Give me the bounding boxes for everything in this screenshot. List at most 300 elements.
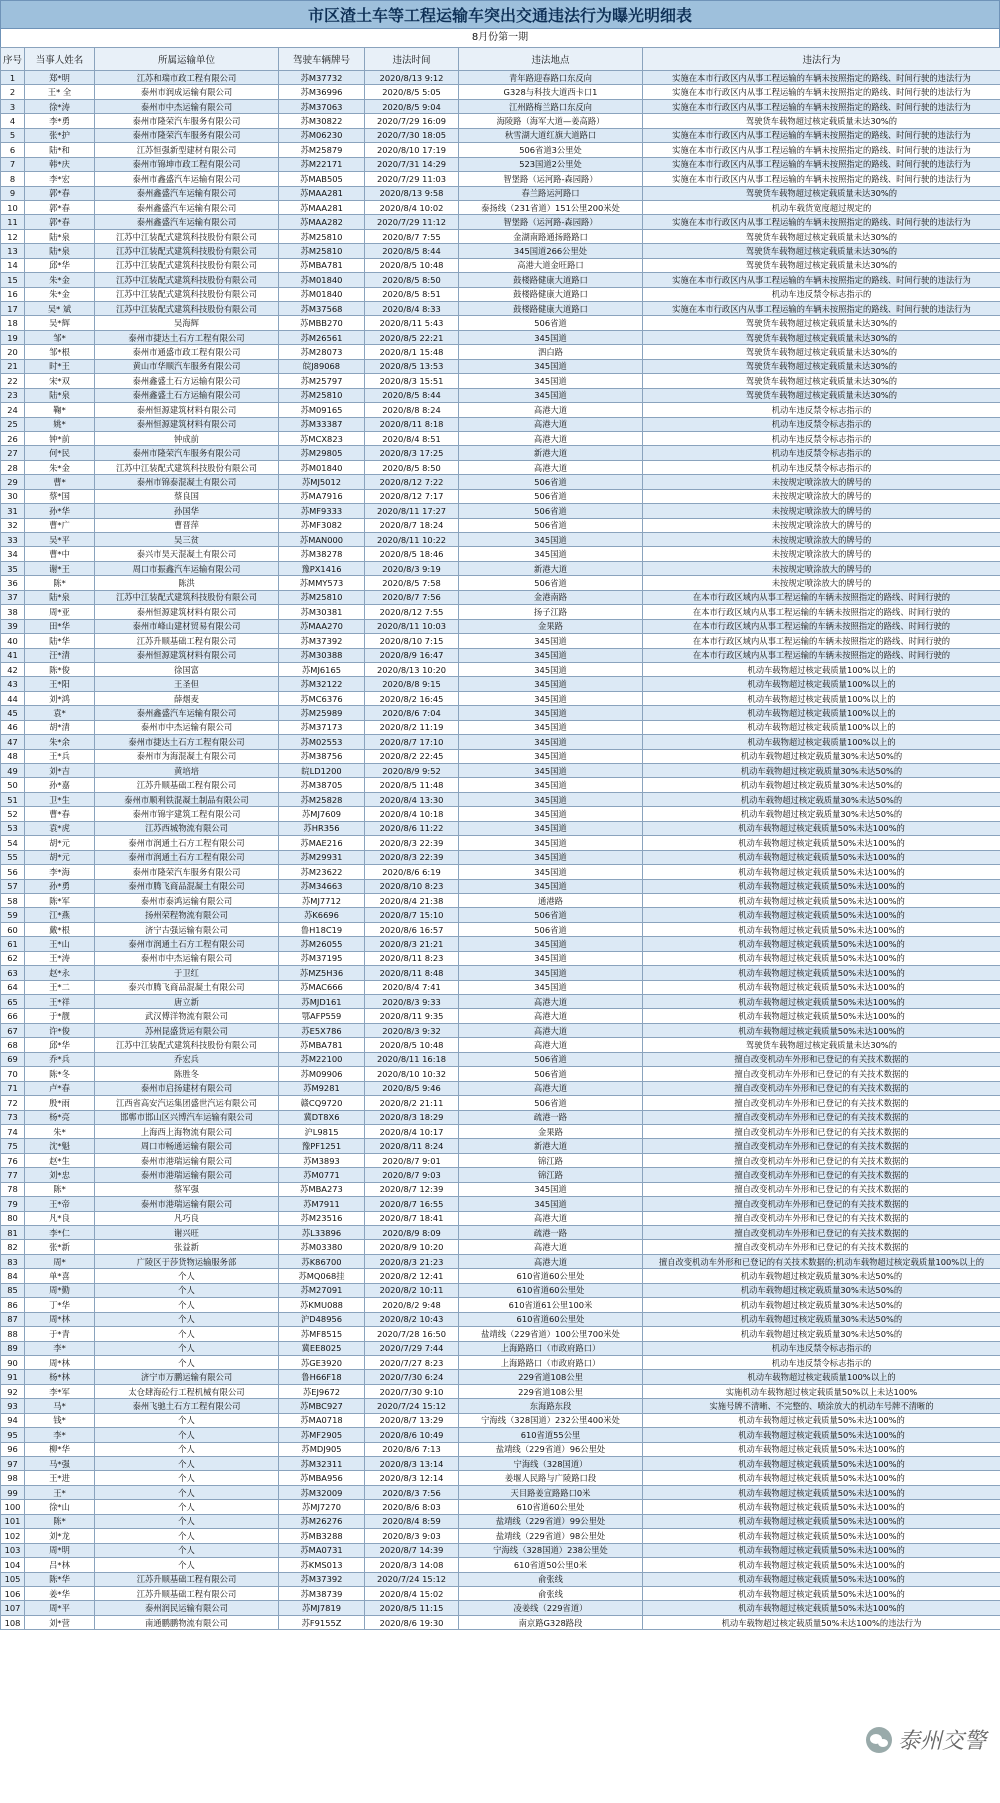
row-plate: 苏M01840 bbox=[279, 273, 365, 287]
row-time: 2020/8/6 16:57 bbox=[365, 922, 459, 936]
row-index: 96 bbox=[1, 1442, 25, 1456]
row-location: 345国道 bbox=[459, 879, 643, 893]
table-row bbox=[1, 533, 1000, 547]
row-plate: 苏MF2905 bbox=[279, 1428, 365, 1442]
page-title: 市区渣土车等工程运输车突出交通违法行为曝光明细表 bbox=[0, 0, 1000, 29]
table-row bbox=[1, 287, 1000, 301]
row-company: 泰州市中杰运输有限公司 bbox=[95, 951, 279, 965]
row-violation: 机动车载物超过核定载质量50%未达100%的 bbox=[643, 1572, 1000, 1586]
row-company: 泰州市捷达土石方工程有限公司 bbox=[95, 735, 279, 749]
row-company: 泰州鑫盛土石方运输有限公司 bbox=[95, 388, 279, 402]
table-row bbox=[1, 836, 1000, 850]
table-row bbox=[1, 504, 1000, 518]
row-plate: 苏M37063 bbox=[279, 99, 365, 113]
row-company: 王圣但 bbox=[95, 677, 279, 691]
row-location: 229省道108公里 bbox=[459, 1370, 643, 1384]
row-location: 506省道 bbox=[459, 1067, 643, 1081]
row-index: 65 bbox=[1, 995, 25, 1009]
row-location: 345国道 bbox=[459, 330, 643, 344]
row-violation: 擅自改变机动车外形和已登记的有关技术数据的 bbox=[643, 1110, 1000, 1124]
row-time: 2020/8/11 17:27 bbox=[365, 504, 459, 518]
table-row bbox=[1, 186, 1000, 200]
row-plate: 苏M38705 bbox=[279, 778, 365, 792]
row-index: 12 bbox=[1, 229, 25, 243]
row-location: 泗白路 bbox=[459, 345, 643, 359]
table-row bbox=[1, 1298, 1000, 1312]
row-location: 海陵路（海军大道—姜高路） bbox=[459, 114, 643, 128]
row-location: 泰扬线（231省道）151公里200米处 bbox=[459, 200, 643, 214]
row-plate: 苏M06230 bbox=[279, 128, 365, 142]
row-company: 武汉傅洋物流有限公司 bbox=[95, 1009, 279, 1023]
row-time: 2020/8/5 8:44 bbox=[365, 388, 459, 402]
row-index: 87 bbox=[1, 1312, 25, 1326]
row-time: 2020/8/7 9:03 bbox=[365, 1168, 459, 1182]
row-location: 345国道 bbox=[459, 1197, 643, 1211]
row-violation: 擅自改变机动车外形和已登记的有关技术数据的 bbox=[643, 1067, 1000, 1081]
row-violation: 实施在本市行政区内从事工程运输的车辆未按照指定的路线、时间行驶的违法行为 bbox=[643, 157, 1000, 171]
row-plate: 赣CQ9720 bbox=[279, 1096, 365, 1110]
row-index: 85 bbox=[1, 1283, 25, 1297]
table-row bbox=[1, 1110, 1000, 1124]
row-location: 345国道 bbox=[459, 374, 643, 388]
row-name: 邱*华 bbox=[25, 258, 95, 272]
row-time: 2020/8/3 21:23 bbox=[365, 1254, 459, 1268]
row-violation: 机动车违反禁令标志指示的 bbox=[643, 460, 1000, 474]
row-time: 2020/8/13 9:58 bbox=[365, 186, 459, 200]
row-company: 泰州市顺利铁混凝土制品有限公司 bbox=[95, 792, 279, 806]
table-row bbox=[1, 807, 1000, 821]
table-row bbox=[1, 172, 1000, 186]
row-index: 94 bbox=[1, 1413, 25, 1427]
row-time: 2020/7/27 8:23 bbox=[365, 1355, 459, 1369]
row-company: 济宁市万鹏运输有限公司 bbox=[95, 1370, 279, 1384]
row-index: 83 bbox=[1, 1254, 25, 1268]
row-plate: 冀DT8X6 bbox=[279, 1110, 365, 1124]
row-plate: 冀EE8025 bbox=[279, 1341, 365, 1355]
row-name: 钱* bbox=[25, 1413, 95, 1427]
row-plate: 苏M38278 bbox=[279, 547, 365, 561]
row-company: 泰州市捷达土石方工程有限公司 bbox=[95, 330, 279, 344]
row-violation: 机动车载物超过核定载质量100%以上的 bbox=[643, 706, 1000, 720]
row-company: 泰州润民运输有限公司 bbox=[95, 1601, 279, 1615]
row-time: 2020/7/24 15:12 bbox=[365, 1572, 459, 1586]
table-row bbox=[1, 821, 1000, 835]
row-time: 2020/8/11 5:43 bbox=[365, 316, 459, 330]
row-company: 周口市畅通运输有限公司 bbox=[95, 1139, 279, 1153]
row-name: 卢*春 bbox=[25, 1081, 95, 1095]
row-plate: 苏M34663 bbox=[279, 879, 365, 893]
row-location: 高港大道 bbox=[459, 460, 643, 474]
row-plate: 苏M30381 bbox=[279, 605, 365, 619]
row-plate: 苏M37392 bbox=[279, 634, 365, 648]
row-index: 15 bbox=[1, 273, 25, 287]
table-row bbox=[1, 850, 1000, 864]
row-violation: 机动车违反禁令标志指示的 bbox=[643, 403, 1000, 417]
wechat-icon bbox=[866, 1727, 892, 1753]
header-location: 违法地点 bbox=[459, 48, 643, 71]
row-plate: 苏GE3920 bbox=[279, 1355, 365, 1369]
row-location: 南京路G328路段 bbox=[459, 1615, 643, 1629]
row-plate: 苏MBA781 bbox=[279, 258, 365, 272]
row-index: 98 bbox=[1, 1471, 25, 1485]
row-location: 345国道 bbox=[459, 778, 643, 792]
row-location: 345国道 bbox=[459, 706, 643, 720]
row-company: 江苏中江装配式建筑科技股份有限公司 bbox=[95, 229, 279, 243]
row-location: 345国道 bbox=[459, 836, 643, 850]
row-company: 泰州恒源建筑材料有限公司 bbox=[95, 417, 279, 431]
row-time: 2020/8/9 10:20 bbox=[365, 1240, 459, 1254]
row-violation: 机动车载物超过核定载质量50%未达100%的 bbox=[643, 821, 1000, 835]
row-location: 610省道60公里处 bbox=[459, 1283, 643, 1297]
table-row bbox=[1, 1572, 1000, 1586]
row-violation: 机动车载物超过核定载质量100%以上的 bbox=[643, 677, 1000, 691]
row-name: 陈* bbox=[25, 1514, 95, 1528]
row-time: 2020/8/3 18:29 bbox=[365, 1110, 459, 1124]
row-violation: 机动车载物超过核定载质量50%未达100%的 bbox=[643, 1413, 1000, 1427]
row-name: 王*二 bbox=[25, 980, 95, 994]
row-violation: 机动车违反禁令标志指示的 bbox=[643, 417, 1000, 431]
row-company: 个人 bbox=[95, 1558, 279, 1572]
row-name: 王* 全 bbox=[25, 85, 95, 99]
row-company: 蔡良国 bbox=[95, 489, 279, 503]
row-violation: 机动车载物超过核定载质量100%以上的 bbox=[643, 735, 1000, 749]
row-violation: 实施在本市行政区内从事工程运输的车辆未按照指定的路线、时间行驶的违法行为 bbox=[643, 273, 1000, 287]
row-name: 江*燕 bbox=[25, 908, 95, 922]
row-violation: 机动车载物超过核定载质量50%未达100%的 bbox=[643, 937, 1000, 951]
table-row bbox=[1, 71, 1000, 85]
row-index: 105 bbox=[1, 1572, 25, 1586]
row-location: 新港大道 bbox=[459, 561, 643, 575]
row-time: 2020/8/8 8:24 bbox=[365, 403, 459, 417]
row-company: 泰州飞驰土石方工程有限公司 bbox=[95, 1399, 279, 1413]
row-index: 19 bbox=[1, 330, 25, 344]
row-time: 2020/8/5 7:58 bbox=[365, 576, 459, 590]
row-index: 44 bbox=[1, 691, 25, 705]
row-index: 84 bbox=[1, 1269, 25, 1283]
row-violation: 实施在本市行政区内从事工程运输的车辆未按照指定的路线、时间行驶的违法行为 bbox=[643, 172, 1000, 186]
watermark-logo bbox=[860, 1722, 992, 1757]
row-plate: 苏M38739 bbox=[279, 1586, 365, 1600]
table-row bbox=[1, 619, 1000, 633]
row-index: 3 bbox=[1, 99, 25, 113]
row-location: 506省道 bbox=[459, 908, 643, 922]
row-violation: 机动车载物超过核定载质量50%未达100%的 bbox=[643, 1485, 1000, 1499]
row-location: 姜堰人民路与广陵路口段 bbox=[459, 1471, 643, 1485]
row-location: 345国道 bbox=[459, 648, 643, 662]
row-location: 506省道 bbox=[459, 504, 643, 518]
row-violation: 机动车载物超过核定载质量30%未达50%的 bbox=[643, 749, 1000, 763]
row-name: 王*进 bbox=[25, 1471, 95, 1485]
table-row bbox=[1, 85, 1000, 99]
table-row bbox=[1, 778, 1000, 792]
row-name: 胡*清 bbox=[25, 720, 95, 734]
row-name: 郭*春 bbox=[25, 200, 95, 214]
row-plate: 苏M26561 bbox=[279, 330, 365, 344]
row-violation: 机动车载物超过核定载质量50%未达100%的 bbox=[643, 1009, 1000, 1023]
row-time: 2020/7/30 6:24 bbox=[365, 1370, 459, 1384]
row-plate: 鲁H18C19 bbox=[279, 922, 365, 936]
row-violation: 机动车载物超过核定载质量50%未达100%的 bbox=[643, 1543, 1000, 1557]
row-location: 金果路 bbox=[459, 619, 643, 633]
row-plate: 苏M25810 bbox=[279, 388, 365, 402]
row-violation: 未按规定喷涂放大的牌号的 bbox=[643, 561, 1000, 575]
row-name: 徐*山 bbox=[25, 1500, 95, 1514]
row-name: 姚* bbox=[25, 417, 95, 431]
row-location: 春兰路运河路口 bbox=[459, 186, 643, 200]
row-index: 43 bbox=[1, 677, 25, 691]
row-company: 个人 bbox=[95, 1543, 279, 1557]
row-company: 泰州市隆荣汽车服务有限公司 bbox=[95, 114, 279, 128]
row-time: 2020/8/11 9:35 bbox=[365, 1009, 459, 1023]
row-index: 9 bbox=[1, 186, 25, 200]
row-time: 2020/7/29 7:44 bbox=[365, 1341, 459, 1355]
row-name: 李* bbox=[25, 1428, 95, 1442]
row-location: 506省道 bbox=[459, 576, 643, 590]
row-time: 2020/8/9 16:47 bbox=[365, 648, 459, 662]
row-name: 陈*军 bbox=[25, 893, 95, 907]
row-name: 宋*双 bbox=[25, 374, 95, 388]
row-company: 个人 bbox=[95, 1341, 279, 1355]
row-company: 泰州恒源建筑材料有限公司 bbox=[95, 403, 279, 417]
row-company: 泰州市润通土石方工程有限公司 bbox=[95, 850, 279, 864]
row-plate: 苏MJ7819 bbox=[279, 1601, 365, 1615]
row-index: 33 bbox=[1, 533, 25, 547]
row-violation: 未按规定喷涂放大的牌号的 bbox=[643, 547, 1000, 561]
row-plate: 苏M30388 bbox=[279, 648, 365, 662]
row-time: 2020/7/28 16:50 bbox=[365, 1327, 459, 1341]
row-plate: 苏M3893 bbox=[279, 1153, 365, 1167]
row-location: 高港大道 bbox=[459, 995, 643, 1009]
row-name: 姜*华 bbox=[25, 1586, 95, 1600]
row-plate: 苏MJ6165 bbox=[279, 662, 365, 676]
header-name: 当事人姓名 bbox=[25, 48, 95, 71]
row-plate: 苏K86700 bbox=[279, 1254, 365, 1268]
row-index: 59 bbox=[1, 908, 25, 922]
row-index: 56 bbox=[1, 865, 25, 879]
table-row bbox=[1, 99, 1000, 113]
row-name: 李*海 bbox=[25, 865, 95, 879]
row-time: 2020/8/10 8:23 bbox=[365, 879, 459, 893]
table-row bbox=[1, 547, 1000, 561]
row-name: 袁*虎 bbox=[25, 821, 95, 835]
row-name: 钟*前 bbox=[25, 431, 95, 445]
row-violation: 机动车载物超过核定载质量50%未达100%的 bbox=[643, 1442, 1000, 1456]
row-index: 67 bbox=[1, 1023, 25, 1037]
row-name: 胡*元 bbox=[25, 836, 95, 850]
table-row bbox=[1, 1312, 1000, 1326]
row-violation: 机动车载物超过核定载质量30%未达50%的 bbox=[643, 807, 1000, 821]
row-index: 71 bbox=[1, 1081, 25, 1095]
row-violation: 机动车载物超过核定载质量50%未达100%的 bbox=[643, 850, 1000, 864]
row-location: 506省道 bbox=[459, 1052, 643, 1066]
row-violation: 机动车载物超过核定载质量30%未达50%的 bbox=[643, 1269, 1000, 1283]
row-name: 杨*林 bbox=[25, 1370, 95, 1384]
row-name: 单*喜 bbox=[25, 1269, 95, 1283]
row-index: 73 bbox=[1, 1110, 25, 1124]
row-index: 20 bbox=[1, 345, 25, 359]
row-plate: 苏M23622 bbox=[279, 865, 365, 879]
row-name: 谢*王 bbox=[25, 561, 95, 575]
row-company: 个人 bbox=[95, 1529, 279, 1543]
row-index: 69 bbox=[1, 1052, 25, 1066]
table-row bbox=[1, 980, 1000, 994]
row-plate: 苏M38756 bbox=[279, 749, 365, 763]
row-company: 江西省高安汽运集团盛世汽运有限公司 bbox=[95, 1096, 279, 1110]
row-plate: 苏MF9333 bbox=[279, 504, 365, 518]
row-index: 51 bbox=[1, 792, 25, 806]
row-time: 2020/8/3 21:21 bbox=[365, 937, 459, 951]
table-row bbox=[1, 258, 1000, 272]
row-location: 610省道60公里处 bbox=[459, 1269, 643, 1283]
row-index: 5 bbox=[1, 128, 25, 142]
row-time: 2020/8/5 9:04 bbox=[365, 99, 459, 113]
row-plate: 苏M23516 bbox=[279, 1211, 365, 1225]
row-location: 宁海线（328国道）232公里400米处 bbox=[459, 1413, 643, 1427]
row-violation: 未按规定喷涂放大的牌号的 bbox=[643, 518, 1000, 532]
row-location: 高港大道 bbox=[459, 1240, 643, 1254]
row-index: 76 bbox=[1, 1153, 25, 1167]
row-time: 2020/8/11 8:18 bbox=[365, 417, 459, 431]
row-plate: 苏M26055 bbox=[279, 937, 365, 951]
row-index: 107 bbox=[1, 1601, 25, 1615]
table-row bbox=[1, 720, 1000, 734]
row-plate: 苏M37568 bbox=[279, 302, 365, 316]
row-name: 张*新 bbox=[25, 1240, 95, 1254]
row-violation: 机动车载物超过核定载质量50%未达100%的 bbox=[643, 1023, 1000, 1037]
row-location: 506省道 bbox=[459, 316, 643, 330]
table-row bbox=[1, 489, 1000, 503]
row-time: 2020/8/10 17:19 bbox=[365, 143, 459, 157]
row-company: 泰兴市昊天混凝土有限公司 bbox=[95, 547, 279, 561]
row-time: 2020/8/6 6:19 bbox=[365, 865, 459, 879]
row-name: 曹* bbox=[25, 475, 95, 489]
row-plate: 苏M26276 bbox=[279, 1514, 365, 1528]
row-plate: 苏M29805 bbox=[279, 446, 365, 460]
row-name: 吴*平 bbox=[25, 533, 95, 547]
row-violation: 驾驶货车载物超过核定载质量未达30%的 bbox=[643, 388, 1000, 402]
row-company: 江苏中江装配式建筑科技股份有限公司 bbox=[95, 244, 279, 258]
row-plate: 苏M37195 bbox=[279, 951, 365, 965]
row-location: 345国道 bbox=[459, 850, 643, 864]
row-plate: 苏KMS013 bbox=[279, 1558, 365, 1572]
row-company: 江苏中江装配式建筑科技股份有限公司 bbox=[95, 302, 279, 316]
row-location: 高港大道 bbox=[459, 1038, 643, 1052]
row-location: 金港南路 bbox=[459, 590, 643, 604]
row-time: 2020/8/4 8:59 bbox=[365, 1514, 459, 1528]
row-violation: 实施在本市行政区内从事工程运输的车辆未按照指定的路线、时间行驶的违法行为 bbox=[643, 71, 1000, 85]
row-violation: 机动车载物超过核定载质量50%未达100%的 bbox=[643, 1500, 1000, 1514]
row-index: 37 bbox=[1, 590, 25, 604]
row-violation: 机动车载货宽度超过规定的 bbox=[643, 200, 1000, 214]
table-row bbox=[1, 561, 1000, 575]
row-plate: 苏M36996 bbox=[279, 85, 365, 99]
row-location: 345国道 bbox=[459, 662, 643, 676]
row-location: 610省道60公里处 bbox=[459, 1500, 643, 1514]
row-violation: 机动车载物超过核定载质量50%未达100%的违法行为 bbox=[643, 1615, 1000, 1629]
row-plate: 苏M27091 bbox=[279, 1283, 365, 1297]
row-index: 77 bbox=[1, 1168, 25, 1182]
row-index: 91 bbox=[1, 1370, 25, 1384]
row-time: 2020/8/2 11:19 bbox=[365, 720, 459, 734]
row-name: 陈* bbox=[25, 1182, 95, 1196]
row-index: 48 bbox=[1, 749, 25, 763]
table-row bbox=[1, 691, 1000, 705]
row-plate: 苏M33387 bbox=[279, 417, 365, 431]
row-violation: 机动车载物超过核定载质量50%未达100%的 bbox=[643, 1529, 1000, 1543]
row-plate: 苏M37392 bbox=[279, 1572, 365, 1586]
row-time: 2020/8/5 8:44 bbox=[365, 244, 459, 258]
row-time: 2020/7/29 16:09 bbox=[365, 114, 459, 128]
table-row bbox=[1, 1428, 1000, 1442]
row-plate: 苏EJ9672 bbox=[279, 1384, 365, 1398]
table-row bbox=[1, 1254, 1000, 1268]
row-company: 泰州恒源建筑材料有限公司 bbox=[95, 605, 279, 619]
table-row bbox=[1, 475, 1000, 489]
row-time: 2020/8/7 18:41 bbox=[365, 1211, 459, 1225]
row-name: 陈*冬 bbox=[25, 1067, 95, 1081]
row-location: 高港大道 bbox=[459, 1009, 643, 1023]
row-index: 55 bbox=[1, 850, 25, 864]
row-violation: 机动车违反禁令标志指示的 bbox=[643, 1355, 1000, 1369]
table-row bbox=[1, 316, 1000, 330]
table-row bbox=[1, 966, 1000, 980]
row-violation: 未按规定喷涂放大的牌号的 bbox=[643, 504, 1000, 518]
row-plate: 苏L33896 bbox=[279, 1226, 365, 1240]
row-plate: 苏HR356 bbox=[279, 821, 365, 835]
row-time: 2020/8/2 10:11 bbox=[365, 1283, 459, 1297]
row-plate: 苏MBB270 bbox=[279, 316, 365, 330]
table-row bbox=[1, 706, 1000, 720]
row-name: 刘*龙 bbox=[25, 1529, 95, 1543]
row-location: G328与科技大道西卡口1 bbox=[459, 85, 643, 99]
row-company: 江苏升顺基础工程有限公司 bbox=[95, 634, 279, 648]
row-name: 周*林 bbox=[25, 1312, 95, 1326]
row-plate: 苏MA7916 bbox=[279, 489, 365, 503]
table-row bbox=[1, 1370, 1000, 1384]
table-row bbox=[1, 1009, 1000, 1023]
row-location: 345国道 bbox=[459, 821, 643, 835]
row-company: 钟成前 bbox=[95, 431, 279, 445]
row-company: 黄培培 bbox=[95, 764, 279, 778]
row-index: 40 bbox=[1, 634, 25, 648]
row-company: 泰州市锦泰混凝土有限公司 bbox=[95, 475, 279, 489]
row-plate: 苏M25828 bbox=[279, 792, 365, 806]
row-violation: 擅自改变机动车外形和已登记的有关技术数据的;机动车载物超过核定载质量100%以上的 bbox=[643, 1254, 1000, 1268]
row-violation: 机动车载物超过核定载质量50%未达100%的 bbox=[643, 1601, 1000, 1615]
row-index: 4 bbox=[1, 114, 25, 128]
row-index: 7 bbox=[1, 157, 25, 171]
row-index: 53 bbox=[1, 821, 25, 835]
row-index: 17 bbox=[1, 302, 25, 316]
row-company: 泰州市中杰运输有限公司 bbox=[95, 720, 279, 734]
row-time: 2020/7/29 11:12 bbox=[365, 215, 459, 229]
row-location: 345国道 bbox=[459, 359, 643, 373]
row-name: 朱*金 bbox=[25, 460, 95, 474]
table-row bbox=[1, 1586, 1000, 1600]
row-location: 高港大道 bbox=[459, 1211, 643, 1225]
row-name: 周*林 bbox=[25, 1355, 95, 1369]
table-row bbox=[1, 590, 1000, 604]
row-index: 32 bbox=[1, 518, 25, 532]
row-location: 610省道61公里100米 bbox=[459, 1298, 643, 1312]
row-violation: 擅自改变机动车外形和已登记的有关技术数据的 bbox=[643, 1052, 1000, 1066]
row-index: 39 bbox=[1, 619, 25, 633]
row-name: 曹*中 bbox=[25, 547, 95, 561]
row-time: 2020/8/6 10:49 bbox=[365, 1428, 459, 1442]
row-violation: 擅自改变机动车外形和已登记的有关技术数据的 bbox=[643, 1081, 1000, 1095]
row-time: 2020/8/11 16:18 bbox=[365, 1052, 459, 1066]
row-company: 个人 bbox=[95, 1298, 279, 1312]
